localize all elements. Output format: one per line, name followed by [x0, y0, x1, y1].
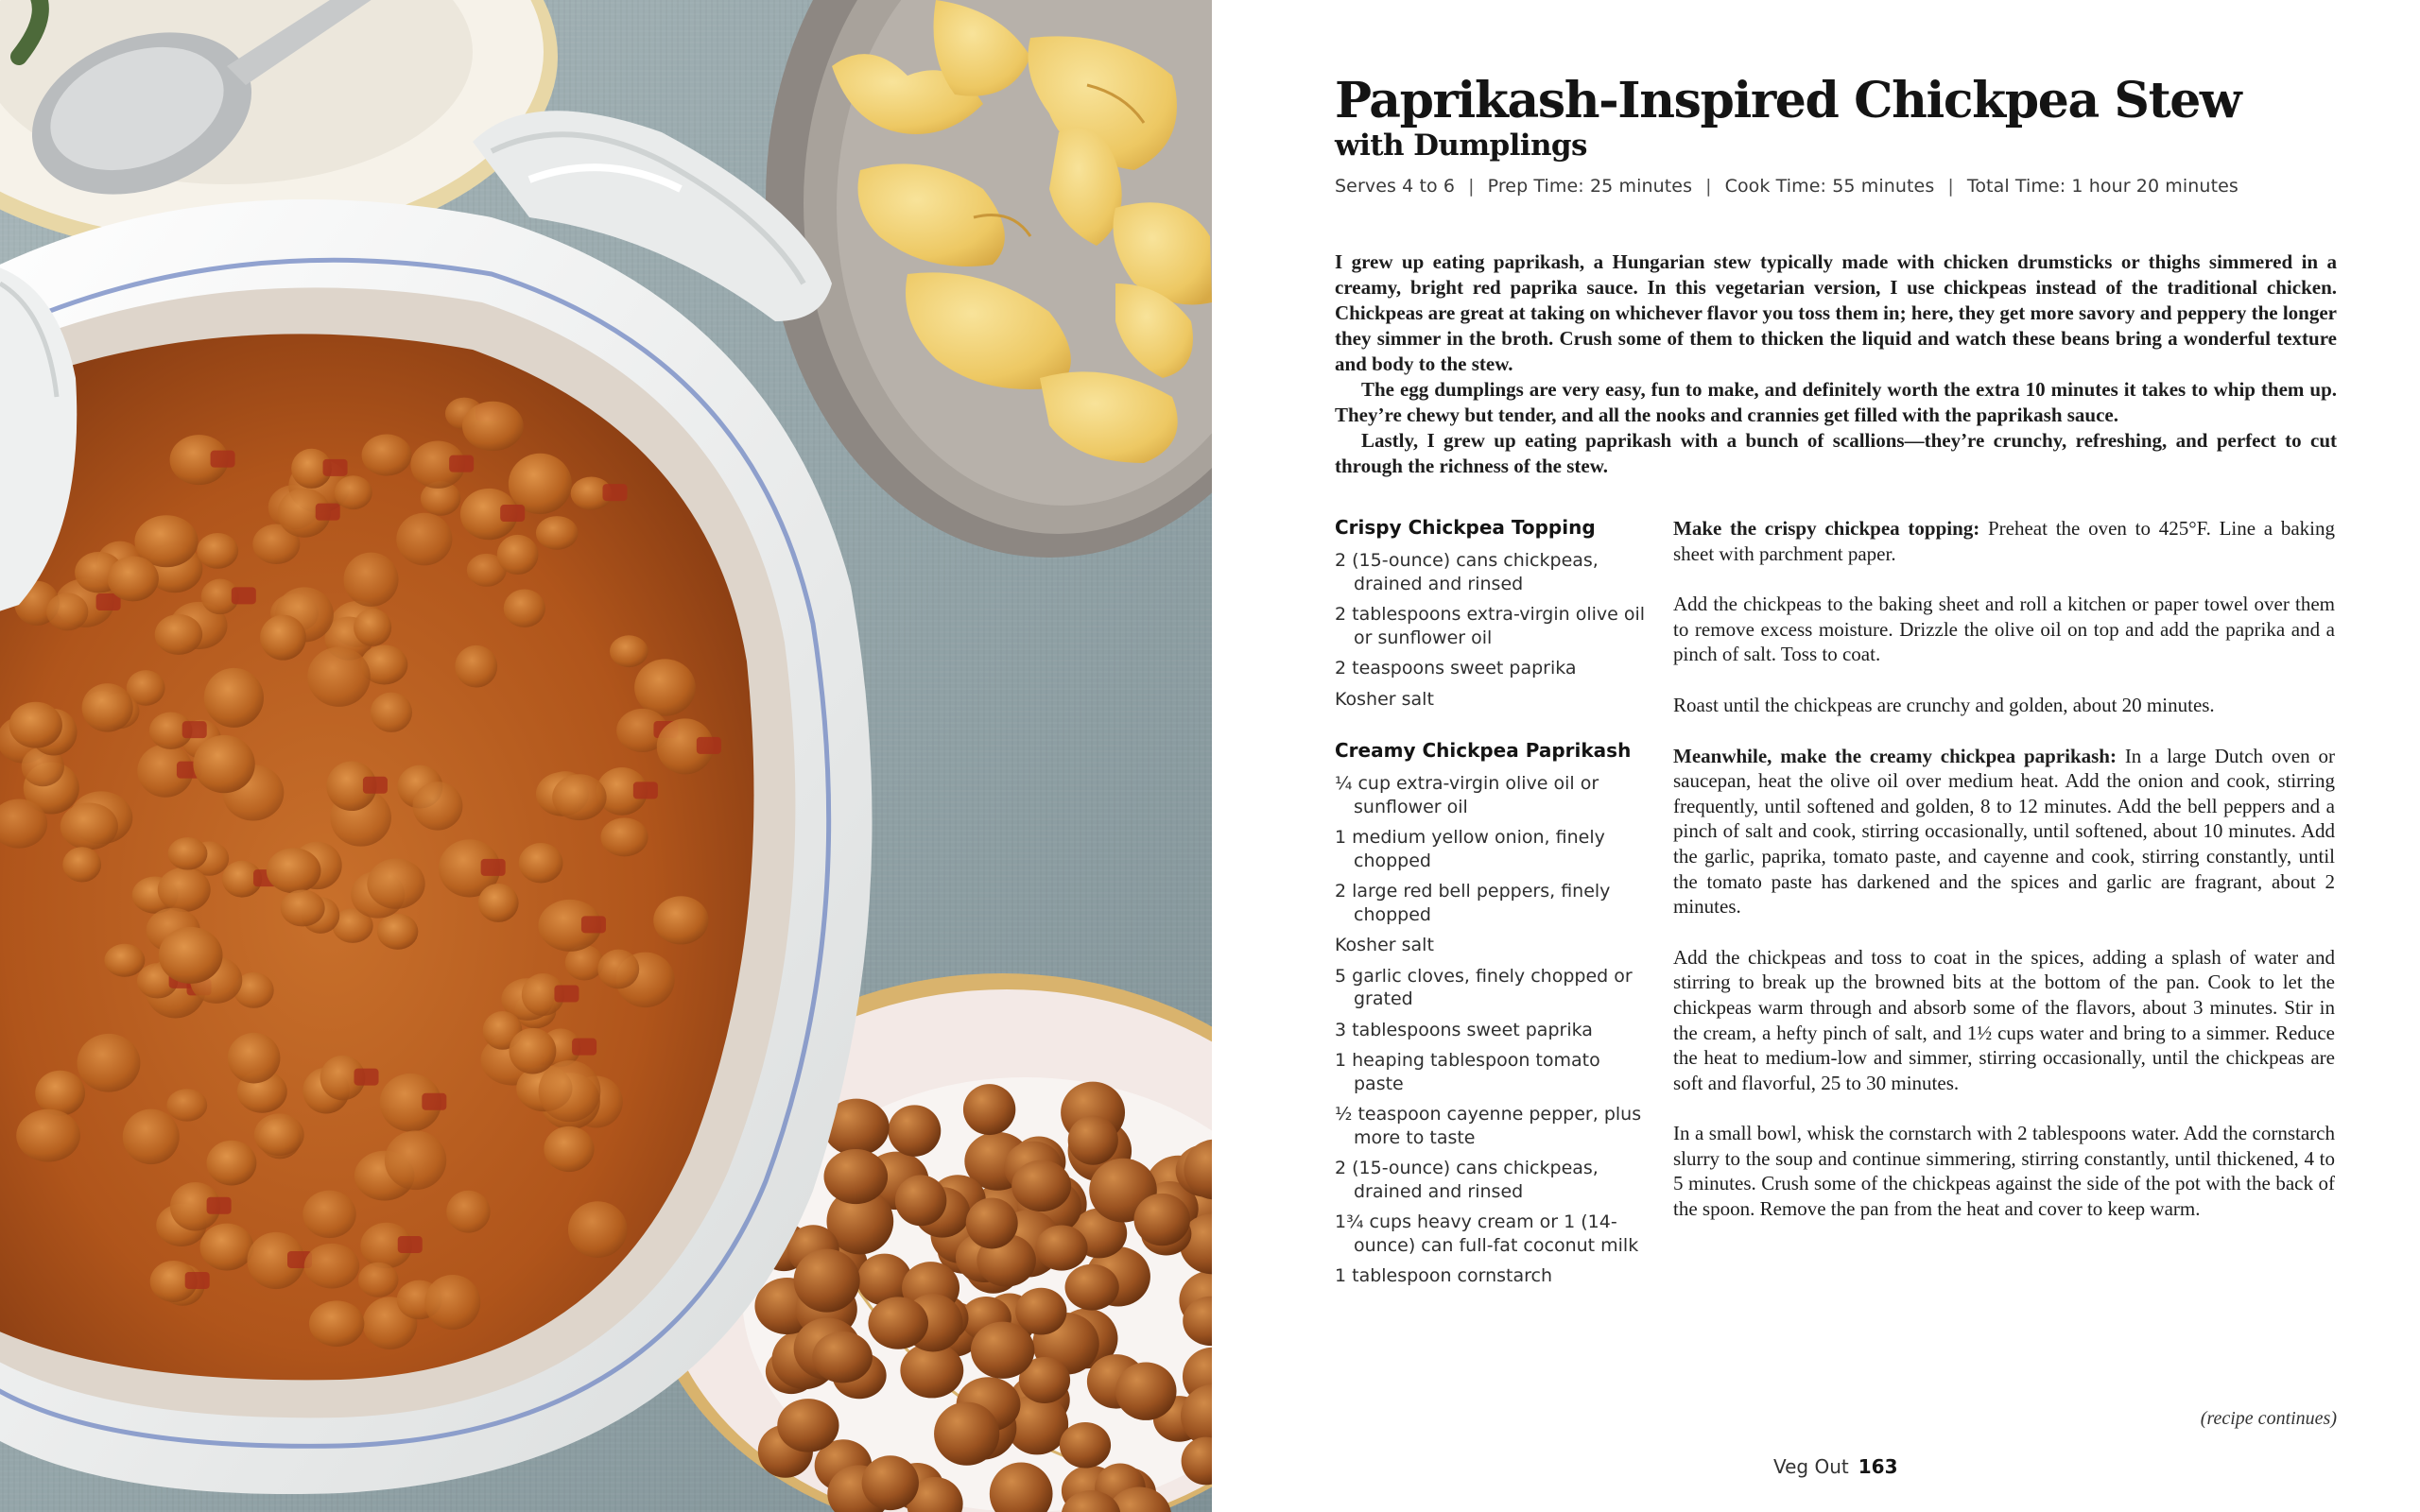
- stew-chickpea: [309, 1300, 364, 1347]
- page-number: 163: [1858, 1455, 1898, 1478]
- bell-pepper-piece: [207, 1197, 232, 1214]
- ingredient-group-topping: [1335, 516, 1647, 711]
- ingredient-item: 1 heaping tablespoon tomato paste: [1335, 1050, 1600, 1094]
- bell-pepper-piece: [398, 1236, 423, 1253]
- stew-chickpea: [158, 868, 211, 912]
- recipe-continues-note: (recipe continues): [2200, 1408, 2337, 1429]
- stew-chickpea: [358, 1263, 399, 1297]
- roasted-chickpea: [963, 1084, 1015, 1135]
- total-time-text: Total Time: 1 hour 20 minutes: [1966, 176, 2238, 197]
- method-step: Roast until the chickpeas are crunchy and golden, about 20 minutes.: [1673, 693, 2215, 716]
- intro-paragraph: The egg dumplings are very easy, fun to make, and definitely worth the extra 10 minutes it takes to whip them up. They’re chewy but tender, and all the nooks and crannies get filled with the paprikash sauce.: [1335, 378, 2337, 426]
- stew-chickpea: [35, 1071, 85, 1116]
- ingredient-list: [1335, 549, 1647, 711]
- ingredient-item: ½ teaspoon cayenne pepper, plus more to taste: [1335, 1104, 1642, 1148]
- roasted-chickpea: [889, 1105, 942, 1157]
- stew-chickpea: [597, 950, 639, 989]
- bell-pepper-piece: [211, 451, 235, 468]
- page-footer: [1773, 1455, 1898, 1478]
- recipe-subtitle: with Dumplings: [1335, 129, 1587, 163]
- serves-text: Serves 4 to 6: [1335, 176, 1456, 197]
- meta-separator: |: [1947, 176, 1954, 197]
- roasted-chickpea: [1011, 1160, 1071, 1211]
- stew-chickpea: [497, 535, 539, 575]
- roasted-chickpea: [1060, 1422, 1111, 1469]
- ingredient-item: 1¾ cups heavy cream or 1 (14-ounce) can full-fat coconut milk: [1335, 1211, 1639, 1256]
- intro-paragraph: I grew up eating paprikash, a Hungarian stew typically made with chicken drumsticks or thighs simmered in a creamy, bright red paprika sauce. In this vegetarian version, I use chickpeas instead of the traditional chicken. Chickpeas are great at taking on whichever flavor you toss them in; here, they get more savory and peppery the longer they simmer in the broth. Crush some of them to thicken the liquid and watch these beans bring a wonderful texture and body to the stew.: [1335, 250, 2337, 375]
- meta-separator: |: [1468, 176, 1475, 197]
- roasted-chickpea: [1035, 1225, 1087, 1270]
- bell-pepper-piece: [581, 916, 606, 933]
- stew-chickpea: [536, 516, 579, 550]
- stew-chickpea: [155, 614, 202, 655]
- stew-chickpea: [304, 1244, 359, 1289]
- bell-pepper-piece: [481, 859, 506, 876]
- stew-chickpea: [371, 693, 412, 732]
- stew-chickpea: [462, 402, 524, 451]
- stew-chickpea: [104, 944, 145, 977]
- bell-pepper-piece: [500, 505, 525, 522]
- stew-chickpea: [123, 1109, 180, 1164]
- bell-pepper-piece: [554, 985, 579, 1002]
- ingredient-item: Kosher salt: [1335, 688, 1434, 710]
- roasted-chickpea: [868, 1297, 928, 1349]
- stew-chickpea: [367, 858, 424, 908]
- ingredient-item: 1 medium yellow onion, finely chopped: [1335, 827, 1605, 871]
- book-title: Veg Out: [1773, 1455, 1849, 1478]
- roasted-chickpea: [934, 1402, 999, 1466]
- roasted-chickpea: [1065, 1264, 1119, 1311]
- roasted-chickpea: [1133, 1194, 1190, 1246]
- stew-chickpea: [362, 435, 412, 476]
- ingredients-column: [1335, 516, 1647, 1296]
- prep-time-text: Prep Time: 25 minutes: [1487, 176, 1693, 197]
- stew-chickpea: [62, 847, 101, 882]
- stew-chickpea: [168, 837, 208, 870]
- stew-chickpea: [166, 1089, 207, 1121]
- stew-chickpea: [504, 589, 545, 627]
- stew-chickpea: [653, 896, 708, 944]
- bell-pepper-piece: [232, 587, 256, 604]
- stew-chickpea: [204, 668, 264, 728]
- stew-chickpea: [424, 1275, 480, 1330]
- roasted-chickpea: [777, 1399, 838, 1452]
- ingredient-item: 2 tablespoons extra-virgin olive oil or sunflower oil: [1335, 604, 1646, 648]
- stew-chickpea: [455, 645, 497, 688]
- recipe-meta: [1335, 176, 2238, 197]
- intro-paragraph: Lastly, I grew up eating paprikash with a bunch of scallions—they’re crunchy, refreshing, and perfect to cut through the richness of the stew.: [1335, 429, 2337, 477]
- stew-chickpea: [108, 556, 159, 601]
- stew-chickpea: [193, 735, 254, 793]
- stew-chickpea: [260, 615, 306, 661]
- stew-chickpea: [354, 609, 391, 646]
- stew-chickpea: [385, 1130, 446, 1190]
- stew-chickpea: [82, 683, 133, 732]
- stew-chickpea: [510, 1028, 557, 1074]
- roasted-chickpea: [812, 1332, 873, 1383]
- stew-chickpea: [568, 1201, 628, 1258]
- ingredient-heading: Creamy Chickpea Paprikash: [1335, 739, 1632, 762]
- ingredient-item: 5 garlic cloves, finely chopped or grated: [1335, 965, 1633, 1009]
- bell-pepper-piece: [603, 484, 628, 501]
- roasted-chickpea: [823, 1149, 888, 1204]
- bell-pepper-piece: [697, 737, 721, 754]
- stew-chickpea: [206, 1141, 256, 1186]
- ingredient-item: ¼ cup extra-virgin olive oil or sunflower oil: [1335, 773, 1599, 817]
- step-text: Preheat the oven to 425°F. Line a baking sheet with parchment paper.: [1673, 517, 2335, 565]
- bell-pepper-piece: [323, 459, 348, 476]
- ingredient-item: 1 tablespoon cornstarch: [1335, 1265, 1553, 1286]
- method-step: Add the chickpeas to the baking sheet and roll a kitchen or paper towel over them to remove excess moisture. Drizzle the olive oil on top and add the paprika and a pinch of salt. Toss to coat.: [1673, 593, 2335, 666]
- stew-chickpea: [539, 1060, 601, 1122]
- roasted-chickpea: [966, 1197, 1018, 1248]
- stew-chickpea: [544, 1126, 594, 1172]
- ingredient-item: 2 (15-ounce) cans chickpeas, drained and rinsed: [1335, 1158, 1599, 1202]
- stew-chickpea: [197, 533, 238, 569]
- stew-chickpea: [9, 702, 62, 748]
- stew-chickpea: [634, 659, 696, 715]
- ingredient-item: 2 (15-ounce) cans chickpeas, drained and rinsed: [1335, 550, 1599, 594]
- bell-pepper-piece: [449, 455, 474, 472]
- stew-chickpea: [552, 774, 606, 820]
- ingredient-item: 3 tablespoons sweet paprika: [1335, 1019, 1593, 1040]
- stew-chickpea: [60, 802, 118, 850]
- ingredient-item: 2 large red bell peppers, finely chopped: [1335, 881, 1611, 925]
- bell-pepper-piece: [572, 1039, 596, 1056]
- stew-chickpea: [307, 647, 371, 707]
- roasted-chickpea: [1115, 1363, 1177, 1420]
- stew-chickpea: [159, 927, 223, 984]
- step-text: In a large Dutch oven or saucepan, heat the olive oil over medium heat. Add the onion and cook, stirring frequently, until softened and golden, 8 to 12 minutes. Add the bell peppers and a pinch of salt and cook, stirring occasionally, until softened, about 10 minutes. Add the garlic, paprika, tomato paste, and cayenne and cook, stirring constantly, until the tomato paste has darkened and the spices and garlic are fragrant, about 2 minutes.: [1673, 744, 2335, 919]
- recipe-page: [1212, 0, 2420, 1512]
- stew-chickpea: [377, 914, 418, 950]
- bell-pepper-piece: [185, 1272, 210, 1289]
- bell-pepper-piece: [633, 782, 658, 799]
- method-step: [1673, 516, 2335, 566]
- ingredient-heading: Crispy Chickpea Topping: [1335, 516, 1596, 539]
- cook-time-text: Cook Time: 55 minutes: [1724, 176, 1935, 197]
- bell-pepper-piece: [354, 1069, 379, 1086]
- stew-chickpea: [610, 635, 648, 667]
- method-step: [1673, 744, 2335, 919]
- stew-chickpea: [396, 513, 452, 566]
- ingredient-item: Kosher salt: [1335, 935, 1434, 955]
- roasted-chickpea: [862, 1455, 919, 1510]
- bell-pepper-piece: [422, 1093, 446, 1110]
- roasted-chickpea: [1068, 1116, 1118, 1165]
- ingredient-group-paprikash: [1335, 739, 1647, 1288]
- bell-pepper-piece: [363, 777, 388, 794]
- bell-pepper-piece: [316, 504, 340, 521]
- roasted-chickpea: [794, 1249, 860, 1313]
- stew-chickpea: [281, 889, 325, 926]
- method-step: In a small bowl, whisk the cornstarch with 2 tablespoons water. Add the cornstarch slurry to the soup and continue simmering, stirring constantly, until thickened, 4 to 5 minutes. Crush some of the chickpeas against the side of the pot with the back of the spoon. Remove the pan from the heat and cover to keep warm.: [1673, 1122, 2335, 1221]
- step-lead: Make the crispy chickpea topping:: [1673, 517, 1980, 540]
- bell-pepper-piece: [182, 721, 207, 738]
- meta-separator: |: [1705, 176, 1712, 197]
- roasted-chickpea: [1015, 1288, 1066, 1335]
- method-column: [1673, 516, 2335, 1247]
- ingredient-list: [1335, 772, 1647, 1288]
- stew-chickpea: [446, 1191, 490, 1233]
- stew-chickpea: [46, 593, 88, 630]
- step-lead: Meanwhile, make the creamy chickpea paprikash:: [1673, 744, 2117, 767]
- stew-chickpea: [478, 884, 519, 922]
- stew-chickpea: [16, 1109, 80, 1162]
- stew-chickpea: [267, 848, 321, 893]
- method-step: Add the chickpeas and toss to coat in the spices, adding a splash of water and stirring to break up the browned bits at the bottom of the pan. Cook to let the chickpeas warm through and absorb some of the flavors, about 3 minutes. Stir in the cream, a hefty pinch of salt, and 1½ cups water and bring to a simmer. Reduce the heat to medium-low and simmer, stirring occasionally, until the chickpeas are soft and flavorful, 25 to 30 minutes.: [1673, 945, 2335, 1094]
- stew-chickpea: [519, 843, 563, 883]
- stew-chickpea: [600, 817, 648, 856]
- recipe-title: Paprikash-Inspired Chickpea Stew: [1335, 72, 2241, 129]
- stew-chickpea: [335, 475, 372, 509]
- roasted-chickpea: [971, 1322, 1034, 1379]
- stew-chickpea: [254, 1113, 304, 1156]
- stew-chickpea: [343, 553, 398, 607]
- recipe-intro: [1335, 249, 2337, 479]
- stew-chickpea: [200, 1224, 254, 1271]
- roasted-chickpea: [895, 1175, 946, 1226]
- stew-chickpea: [413, 782, 463, 830]
- stew-chickpea: [77, 1034, 140, 1092]
- stew-chickpea: [302, 1191, 355, 1238]
- stew-chickpea: [228, 1033, 281, 1084]
- ingredient-item: 2 teaspoons sweet paprika: [1335, 658, 1577, 679]
